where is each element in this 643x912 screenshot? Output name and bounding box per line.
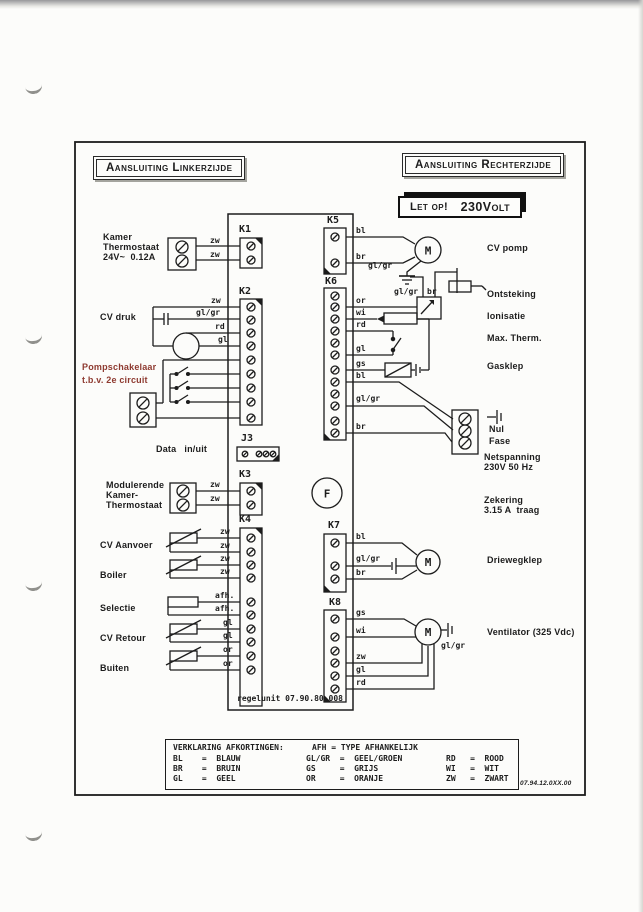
label-zekering-line2: 3.15 A traag	[484, 505, 540, 515]
wire-label-rd: rd	[215, 322, 225, 331]
label-modulerende-line2: Kamer-	[106, 490, 139, 500]
wire-label-afh: afh.	[215, 591, 235, 600]
label-ontsteking: Ontsteking	[487, 289, 537, 299]
wire-label-glgr: gl/gr	[368, 261, 393, 270]
wire-label-rd: rd	[356, 678, 366, 687]
label-ionisatie: Ionisatie	[487, 311, 526, 321]
label-netspanning-line2: 230V 50 Hz	[484, 462, 534, 472]
connector-label-j3: J3	[241, 433, 254, 444]
wire-label-afh: afh.	[215, 604, 235, 613]
motor-letter: M	[424, 556, 432, 569]
label-kamer-line2: Thermostaat	[103, 242, 160, 252]
wire-label-wi: wi	[356, 626, 366, 635]
legend-row: ZW = ZWART	[446, 774, 509, 783]
warning-text: Let op!	[410, 201, 449, 213]
motor-letter: M	[424, 244, 432, 258]
wire-label-or: or	[223, 645, 233, 654]
wire-label-wi: wi	[356, 308, 366, 317]
legend-row: GS = GRIJS	[306, 764, 379, 773]
wire-label-gl: gl	[223, 618, 233, 627]
connector-label-k5: K5	[327, 215, 340, 226]
wire-label-zw: zw	[210, 480, 220, 489]
label-cv-druk: CV druk	[100, 312, 136, 322]
motor-letter: M	[424, 626, 432, 639]
title-box-right	[402, 153, 564, 177]
title-right: Aansluiting Rechterzijde	[405, 156, 561, 174]
label-fase: Fase	[489, 436, 511, 446]
wire-label-br: br	[356, 568, 366, 577]
wire-label-zw: zw	[356, 652, 366, 661]
wire-label-zw: zw	[210, 494, 220, 503]
wire-label-or: or	[356, 296, 366, 305]
legend-row: WI = WIT	[446, 764, 499, 773]
wire-label-zw: zw	[220, 527, 230, 536]
wire-label-gl: gl	[223, 631, 233, 640]
label-pompschakelaar-line2: t.b.v. 2e circuit	[82, 375, 148, 385]
connector-label-k3: K3	[239, 469, 252, 480]
wire-label-rd: rd	[356, 320, 366, 329]
connector-bodies	[237, 228, 346, 706]
connector-label-k8: K8	[329, 597, 342, 608]
legend-row: GL/GR = GEEL/GROEN	[306, 754, 403, 763]
label-cv-retour: CV Retour	[100, 633, 146, 643]
wire-label-br: br	[356, 252, 366, 261]
label-modulerende-line3: Thermostaat	[106, 500, 163, 510]
wire-label-gl: gl	[356, 344, 366, 353]
title-left: Aansluiting Linkerzijde	[96, 159, 242, 177]
connector-label-k7: K7	[328, 520, 341, 531]
wire-label-br: br	[356, 422, 366, 431]
legend-row: OR = ORANJE	[306, 774, 384, 783]
legend-row: GL = GEEL	[173, 774, 236, 783]
label-max-therm: Max. Therm.	[487, 333, 542, 343]
wire-label-bl: bl	[356, 226, 366, 235]
legend-title: VERKLARING AFKORTINGEN:	[173, 743, 284, 752]
wire-label-gs: gs	[356, 359, 366, 368]
wire-label-glgr: gl/gr	[196, 308, 221, 317]
max-therm-symbol	[346, 331, 401, 355]
connector-label-k2: K2	[239, 286, 252, 297]
warning-voltage: 230Volt	[460, 200, 510, 214]
legend-row: BL = BLAUW	[173, 754, 241, 763]
legend-row: BR = BRUIN	[173, 764, 241, 773]
wire-label-gl: gl	[218, 335, 228, 344]
wire-label-zw: zw	[220, 554, 230, 563]
label-ventilator: Ventilator (325 Vdc)	[487, 627, 575, 637]
wire-label-bl: bl	[356, 371, 366, 380]
label-netspanning-line1: Netspanning	[484, 452, 541, 462]
label-zekering-line1: Zekering	[484, 495, 524, 505]
voltage-warning-box	[398, 196, 522, 218]
wire-label-glgr: gl/gr	[356, 554, 381, 563]
wire-label-gl: gl	[356, 665, 366, 674]
label-cv-pomp: CV pomp	[487, 243, 528, 253]
label-buiten: Buiten	[100, 663, 130, 673]
label-gasklep: Gasklep	[487, 361, 524, 371]
label-pompschakelaar-line1: Pompschakelaar	[82, 362, 157, 372]
wire-label-glgr: gl/gr	[394, 287, 419, 296]
label-nul: Nul	[489, 424, 505, 434]
document-code: 07.94.12.0XX.00	[520, 780, 572, 787]
label-driewegklep: Driewegklep	[487, 555, 543, 565]
label-cv-aanvoer: CV Aanvoer	[100, 540, 153, 550]
connector-label-k1: K1	[239, 224, 252, 235]
wire-label-zw: zw	[211, 296, 221, 305]
connector-key-notches	[255, 238, 331, 702]
wire-label-glgr: gl/gr	[441, 641, 466, 650]
legend-row: RD = ROOD	[446, 754, 504, 763]
label-selectie: Selectie	[100, 603, 136, 613]
label-kamer-line3: 24V~ 0.12A	[103, 252, 156, 262]
wire-label-bl: bl	[356, 532, 366, 541]
wire-label-or: or	[223, 659, 233, 668]
wire-label-zw: zw	[210, 250, 220, 259]
connector-label-k6: K6	[325, 276, 338, 287]
title-box-left	[93, 156, 245, 180]
label-kamer-line1: Kamer	[103, 232, 133, 242]
terminal-blocks	[130, 238, 478, 513]
legend-box	[165, 739, 519, 790]
wire-label-zw: zw	[210, 236, 220, 245]
legend-afh: AFH = TYPE AFHANKELIJK	[312, 743, 418, 752]
label-boiler: Boiler	[100, 570, 127, 580]
wire-label-glgr: gl/gr	[356, 394, 381, 403]
label-modulerende-line1: Modulerende	[106, 480, 165, 490]
symbol-letters	[324, 245, 432, 640]
fuse-letter: F	[323, 487, 331, 501]
wire-label-gs: gs	[356, 608, 366, 617]
wire-label-zw: zw	[220, 567, 230, 576]
connector-label-k4: K4	[239, 514, 252, 525]
label-data-inuit: Data in/uit	[156, 444, 208, 454]
wire-label-zw: zw	[220, 541, 230, 550]
wire-label-br: br	[427, 287, 437, 296]
unit-code: regelunit 07.90.80.008	[237, 694, 343, 703]
